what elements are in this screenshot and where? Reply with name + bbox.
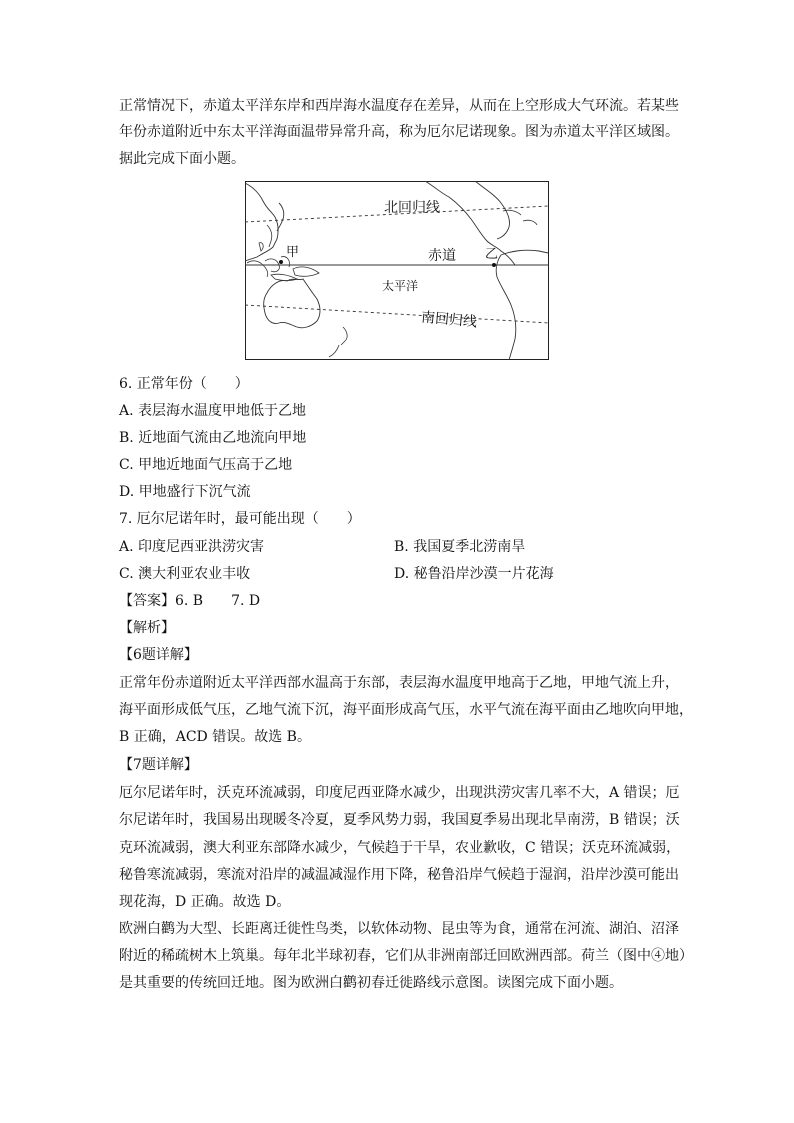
intro-line-1: 正常情况下，赤道太平洋东岸和西岸海水温度存在差异，从而在上空形成大气环流。若某些 [119,98,679,114]
q7-option-c: C. 澳大利亚农业丰收 [119,566,251,582]
tropic-of-cancer-label: 北回归线 [384,200,440,216]
point-yi-label: 乙 [485,247,499,262]
next-intro-line-2: 附近的稀疏树木上筑巢。每年北半球初春，它们从非洲南部迁回欧洲西部。荷兰（图中④地） [119,948,693,964]
q7-detail-line-1: 厄尔尼诺年时，沃克环流减弱，印度尼西亚降水减少，出现洪涝灾害几率不大，A 错误；厄 [119,785,680,801]
q6-detail-line-2: 海平面形成低气压，乙地气流下沉，海平面形成高气压，水平气流在海平面由乙地吹向甲地， [119,702,693,718]
q6-option-d: D. 甲地盛行下沉气流 [119,484,251,500]
analysis-heading: 【解析】 [119,620,175,636]
q7-stem: 7. 厄尔尼诺年时，最可能出现（ ） [119,511,361,527]
q6-option-a: A. 表层海水温度甲地低于乙地 [119,403,307,419]
q7-detail-line-5: 现花海，D 正确。故选 D。 [119,894,291,910]
q7-detail-line-2: 尔尼诺年时，我国易出现暖冬冷夏，夏季风势力弱，我国夏季易出现北旱南涝，B 错误；沃 [119,812,680,828]
q6-detail-line-1: 正常年份赤道附近太平洋西部水温高于东部，表层海水温度甲地高于乙地，甲地气流上升， [119,675,679,691]
pacific-ocean-label: 太平洋 [382,279,419,293]
q6-stem: 6. 正常年份（ ） [119,376,249,392]
q7-detail-heading: 【7题详解】 [119,757,198,773]
q6-detail-heading: 【6题详解】 [119,647,198,663]
intro-line-3: 据此完成下面小题。 [119,151,245,167]
answer-line: 【答案】6. B 7. D [119,593,261,609]
equator-label: 赤道 [428,248,456,264]
tropic-of-capricorn-label: 南回归线 [420,309,478,331]
equatorial-pacific-map [245,181,549,360]
q6-option-b: B. 近地面气流由乙地流向甲地 [119,430,307,446]
intro-line-2: 年份赤道附近中东太平洋海面温带异常升高，称为厄尔尼诺现象。图为赤道太平洋区域图。 [119,124,679,140]
next-intro-line-1: 欧洲白鹳为大型、长距离迁徙性鸟类，以软体动物、昆虫等为食，通常在河流、湖泊、沼泽 [119,921,679,937]
q7-detail-line-3: 克环流减弱，澳大利亚东部降水减少，气候趋于干旱，农业歉收，C 错误；沃克环流减弱， [119,840,681,856]
q7-detail-line-4: 秘鲁寒流减弱，寒流对沿岸的减温减湿作用下降，秘鲁沿岸气候趋于湿润，沿岸沙漠可能出 [119,867,679,883]
q7-option-a: A. 印度尼西亚洪涝灾害 [119,539,265,555]
q6-option-c: C. 甲地近地面气压高于乙地 [119,457,293,473]
point-jia-label: 甲 [286,245,300,260]
q7-option-d: D. 秘鲁沿岸沙漠一片花海 [394,566,554,582]
q6-detail-line-3: B 正确，ACD 错误。故选 B。 [119,729,311,745]
next-intro-line-3: 是其重要的传统回迁地。图为欧洲白鹳初春迁徙路线示意图。读图完成下面小题。 [119,975,623,991]
q7-option-b: B. 我国夏季北涝南旱 [394,539,526,555]
